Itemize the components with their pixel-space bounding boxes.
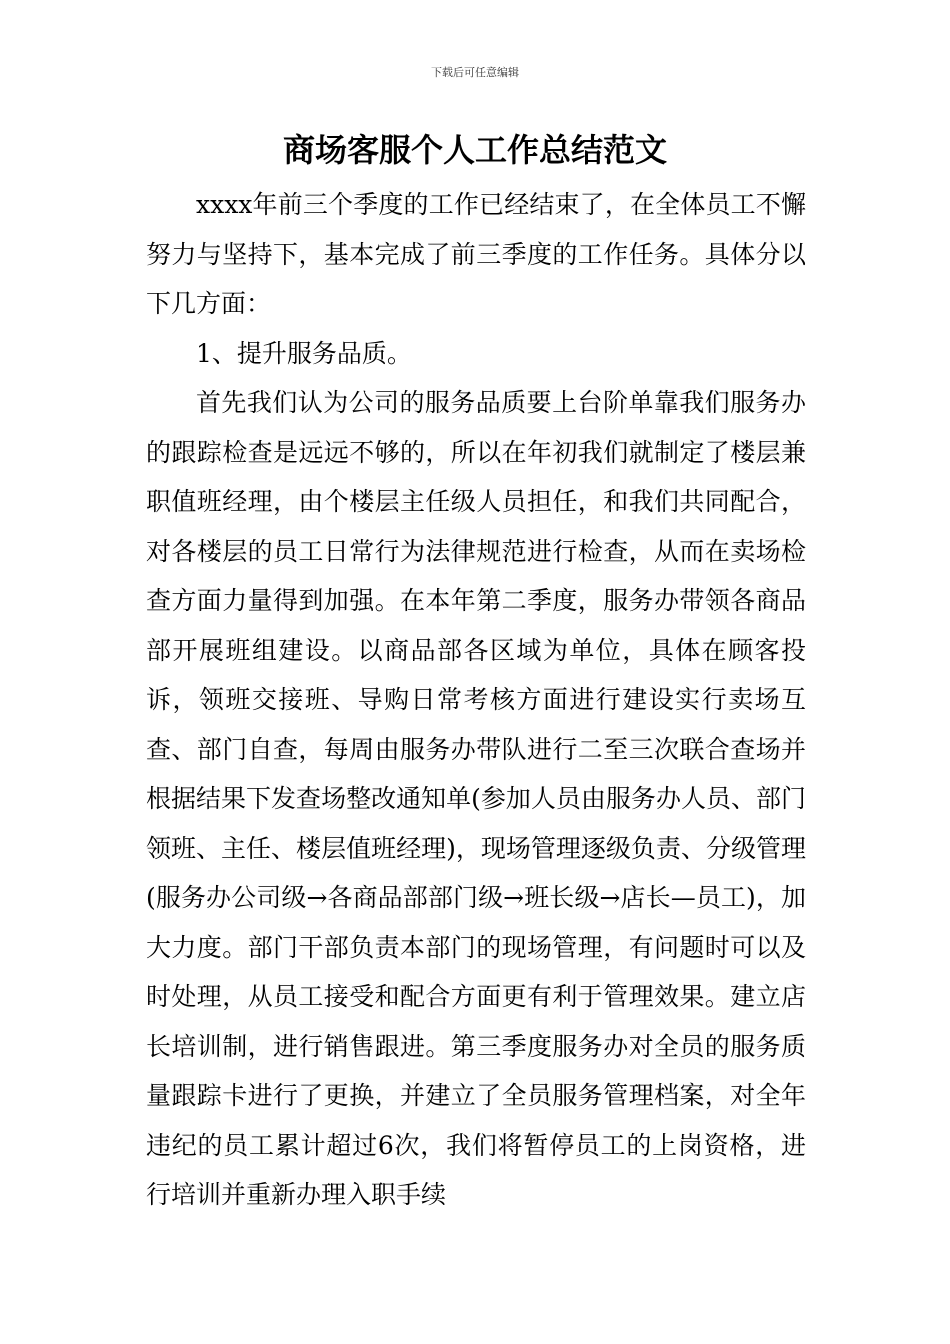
intro-paragraph: xxxx年前三个季度的工作已经结束了，在全体员工不懈努力与坚持下，基本完成了前三季度的工作任务。具体分以下几方面： — [146, 190, 806, 318]
header-note: 下载后可任意编辑 — [431, 66, 519, 79]
document-body — [146, 180, 806, 1220]
document-title: 商场客服个人工作总结范文 — [282, 131, 667, 169]
section-heading-1: 1、提升服务品质。 — [196, 338, 412, 368]
body-paragraph: 首先我们认为公司的服务品质要上台阶单靠我们服务办的跟踪检查是远远不够的，所以在年初我们就制定了楼层兼职值班经理，由个楼层主任级人员担任，和我们共同配合，对各楼层的员工日常行为法律规范进行检查，从而在卖场检查方面力量得到加强。在本年第二季度，服务办带领各商品部开展班组建设。以商品部各区域为单位，具体在顾客投诉，领班交接班、导购日常考核方面进行建设实行卖场互查、部门自查，每周由服务办带队进行二至三次联合查场并根据结果下发查场整改通知单(参加人员由服务办人员、部门领班、主任、楼层值班经理)，现场管理逐级负责、分级管理(服务办公司级→各商品部部门级→班长级→店长—员工)，加大力度。部门干部负责本部门的现场管理，有问题时可以及时处理，从员工接受和配合方面更有利于管理效果。建立店长培训制，进行销售跟进。第三季度服务办对全员的服务质量跟踪卡进行了更换，并建立了全员服务管理档案，对全年违纪的员工累计超过6次，我们将暂停员工的上岗资格，进行培训并重新办理入职手续 — [146, 388, 806, 1209]
